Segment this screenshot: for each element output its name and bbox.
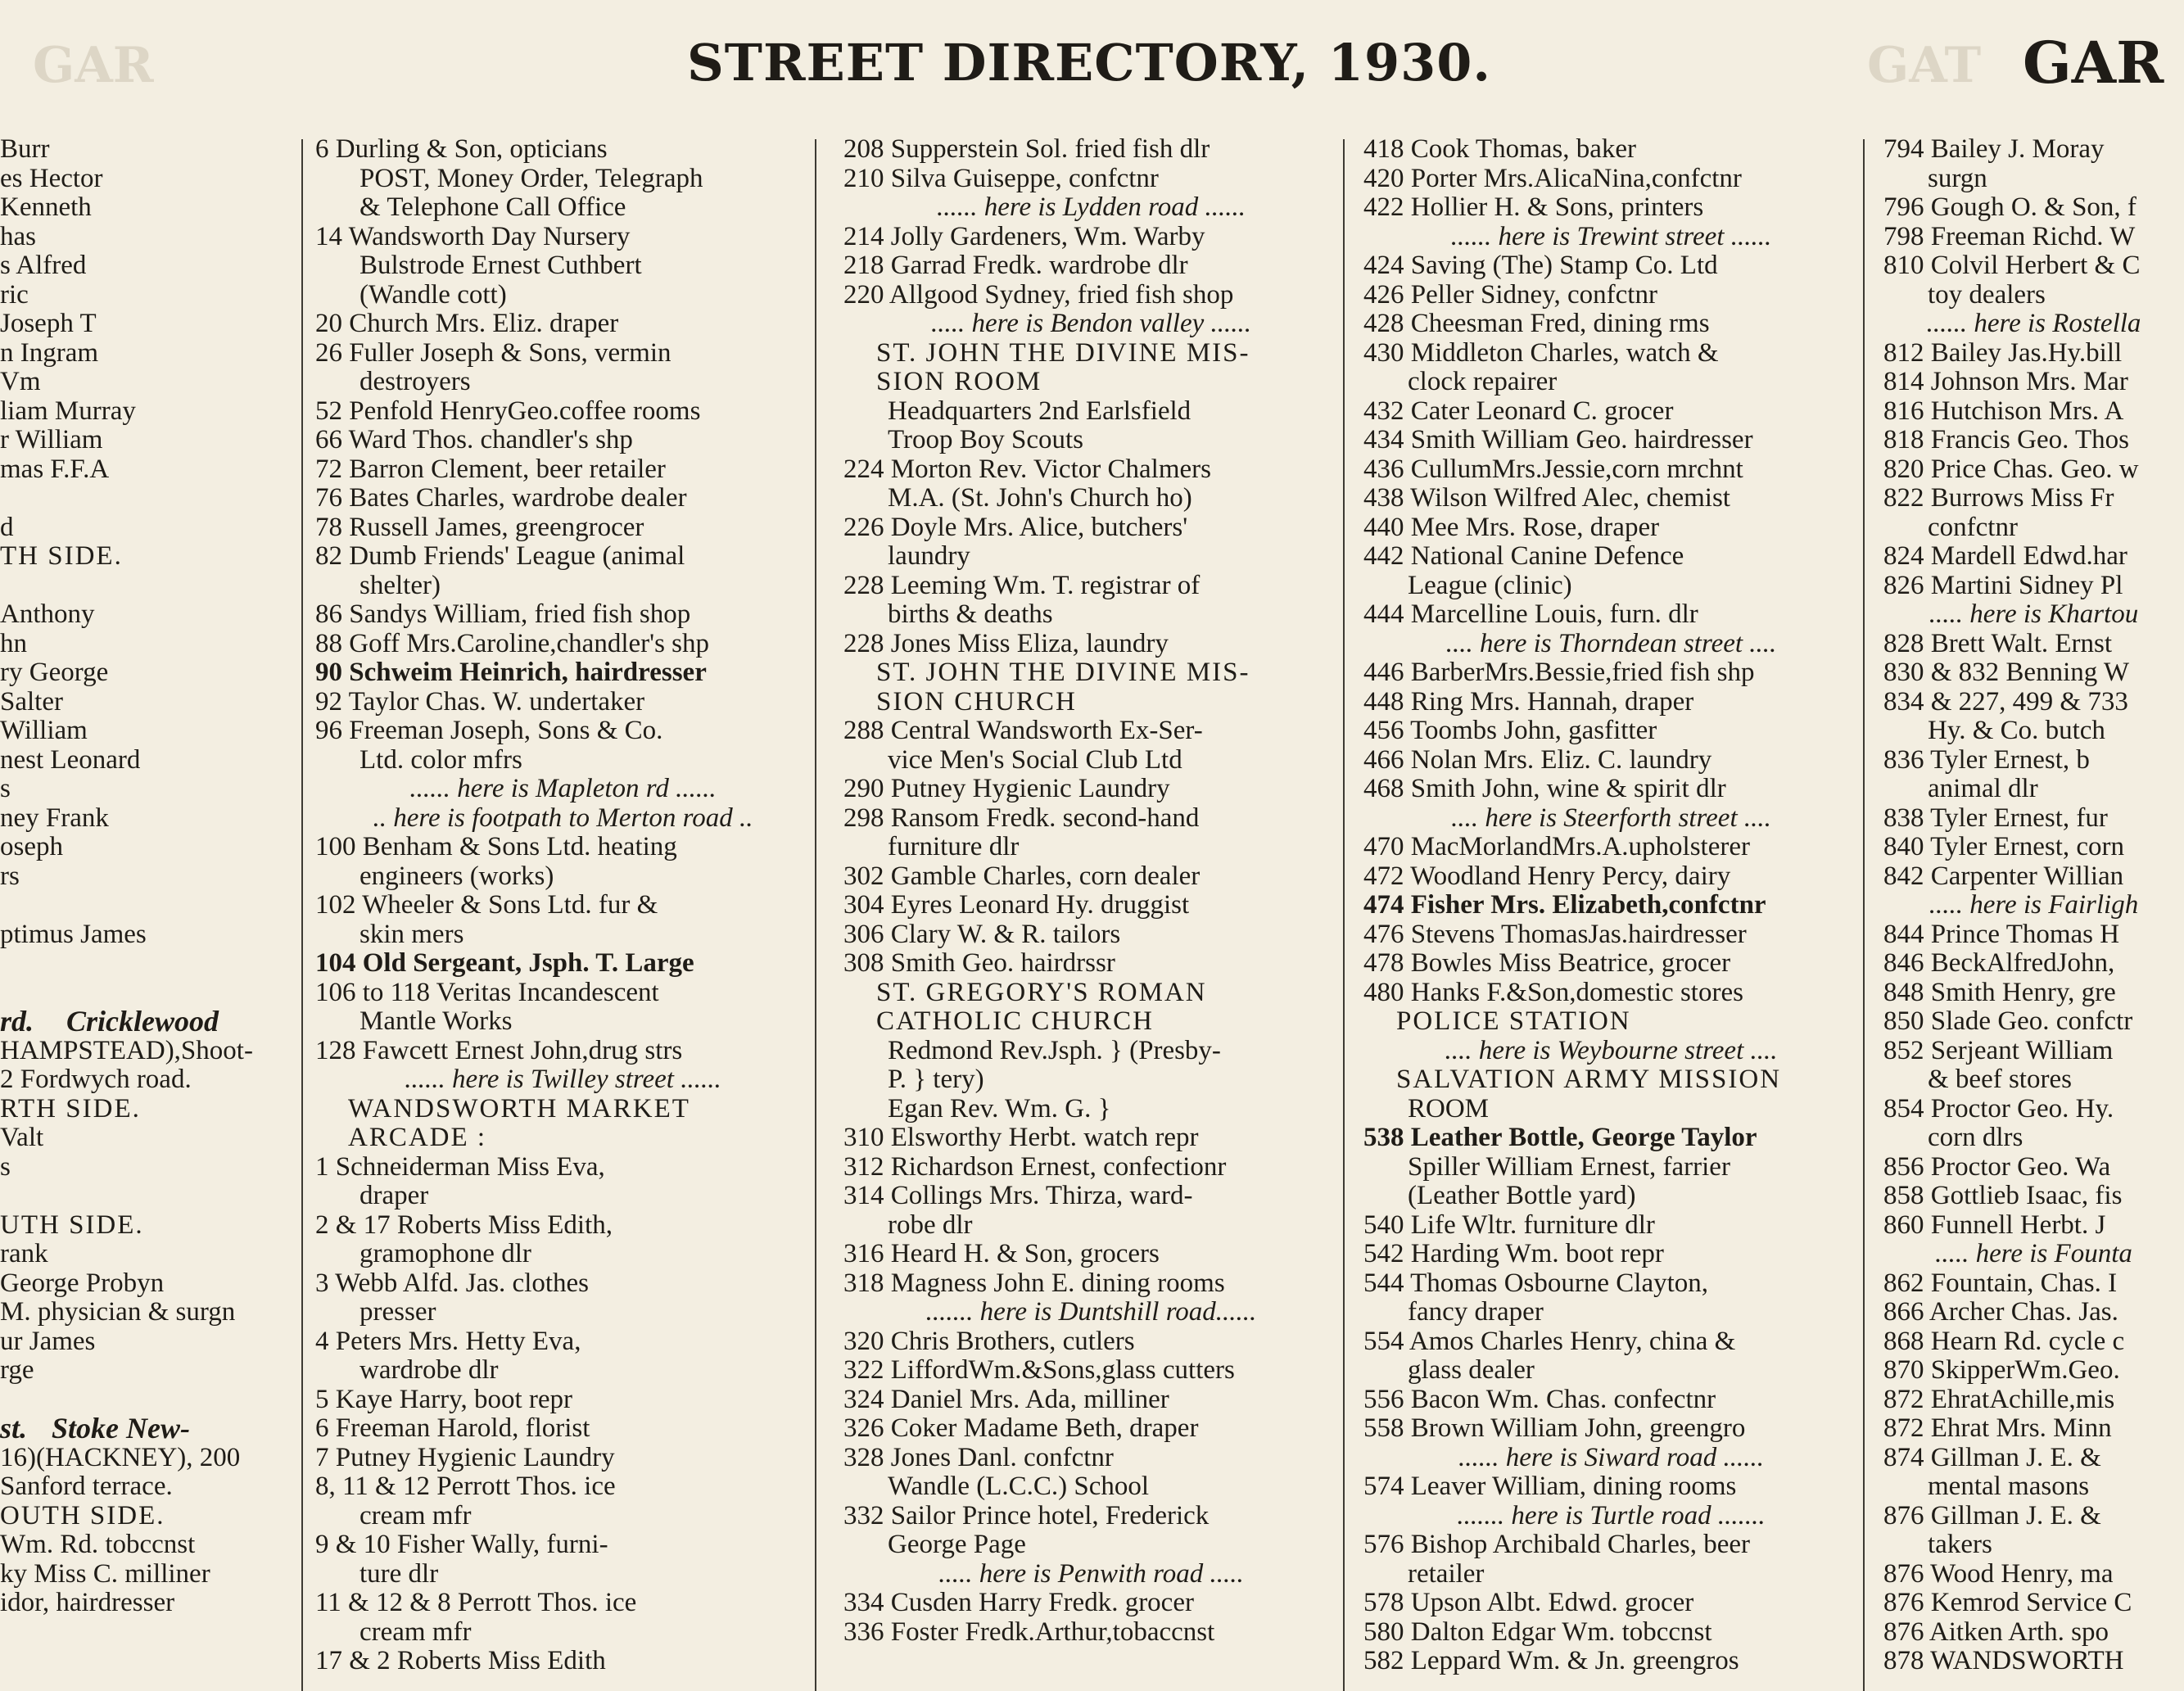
directory-entry-continuation: (Wandle cott) <box>359 279 507 310</box>
directory-entry: 20 Church Mrs. Eliz. draper <box>315 309 619 338</box>
directory-entry-fragment: d <box>0 512 14 542</box>
directory-entry: 540 Life Wltr. furniture dlr <box>1363 1209 1655 1240</box>
directory-entry: 220 Allgood Sydney, fried fish shop <box>843 279 1234 310</box>
directory-entry: 554 Amos Charles Henry, china & <box>1363 1326 1736 1356</box>
cross-street-marker: ...... here is Trewint street ...... <box>1450 221 1772 251</box>
directory-entry-continuation: & beef stores <box>1928 1065 2072 1094</box>
directory-entry: 856 Proctor Geo. Wa <box>1883 1151 2111 1182</box>
directory-entry: 224 Morton Rev. Victor Chalmers <box>843 454 1211 484</box>
directory-entry: 866 Archer Chas. Jas. <box>1883 1297 2118 1327</box>
directory-entry: 324 Daniel Mrs. Ada, milliner <box>843 1384 1169 1414</box>
directory-entry: 468 Smith John, wine & spirit dlr <box>1363 774 1726 803</box>
directory-entry: 870 SkipperWm.Geo. <box>1883 1355 2120 1385</box>
directory-entry-continuation: M.A. (St. John's Church ho) <box>888 483 1192 513</box>
directory-entry-continuation: draper <box>359 1181 429 1210</box>
directory-entry: 52 Penfold HenryGeo.coffee rooms <box>315 396 701 426</box>
directory-entry-continuation: Hy. & Co. butch <box>1928 716 2105 745</box>
directory-entry-fragment: nest Leonard <box>0 744 141 775</box>
directory-entry: 544 Thomas Osbourne Clayton, <box>1363 1268 1709 1298</box>
directory-entry: 8, 11 & 12 Perrott Thos. ice <box>315 1472 616 1501</box>
directory-entry: 446 BarberMrs.Bessie,fried fish shp <box>1363 658 1755 687</box>
directory-entry-continuation: Mantle Works <box>359 1006 513 1036</box>
cross-street-marker: .... here is Steerforth street .... <box>1451 803 1771 833</box>
directory-entry: 2 & 17 Roberts Miss Edith, <box>315 1209 613 1240</box>
directory-column-4 <box>1363 135 1859 1691</box>
directory-entry: 838 Tyler Ernest, fur <box>1883 803 2108 833</box>
directory-entry-continuation: surgn <box>1928 163 1987 193</box>
directory-entry: 848 Smith Henry, gre <box>1883 977 2116 1007</box>
directory-entry: 794 Bailey J. Moray <box>1883 135 2105 164</box>
directory-entry: 432 Cater Leonard C. grocer <box>1363 396 1674 426</box>
directory-entry: 826 Martini Sidney Pl <box>1883 570 2123 600</box>
directory-entry-fragment <box>0 1386 299 1415</box>
directory-entry: 306 Clary W. & R. tailors <box>843 919 1121 949</box>
directory-entry-fragment: Valt <box>0 1123 44 1152</box>
cross-street-marker: ..... here is Fairligh <box>1929 890 2139 920</box>
directory-entry: 448 Ring Mrs. Hannah, draper <box>1363 686 1694 717</box>
directory-entry-continuation: George Page <box>888 1530 1026 1559</box>
cross-street-marker: ...... here is Rostella <box>1926 309 2141 338</box>
ghost-header-right: GAT <box>1867 37 1982 94</box>
directory-entry: 796 Gough O. & Son, f <box>1883 192 2137 222</box>
directory-entry: 102 Wheeler & Sons Ltd. fur & <box>315 890 658 920</box>
directory-entry: 72 Barron Clement, beer retailer <box>315 454 666 484</box>
directory-entry: 228 Jones Miss Eliza, laundry <box>843 628 1169 658</box>
directory-entry-continuation: glass dealer <box>1408 1355 1535 1385</box>
directory-entry: 436 CullumMrs.Jessie,corn mrchnt <box>1363 454 1743 484</box>
directory-entry-fragment: liam Murray <box>0 396 136 426</box>
cross-street-marker: ....... here is Turtle road ....... <box>1457 1500 1766 1530</box>
directory-entry: 86 Sandys William, fried fish shop <box>315 599 691 629</box>
directory-entry-fragment: s <box>0 774 11 803</box>
directory-entry: 876 Wood Henry, ma <box>1883 1558 2114 1589</box>
directory-entry: 420 Porter Mrs.AlicaNina,confctnr <box>1363 163 1742 193</box>
directory-entry-continuation: toy dealers <box>1928 279 2046 310</box>
directory-entry: 878 WANDSWORTH <box>1883 1646 2124 1675</box>
directory-entry-fragment: mas F.F.A <box>0 454 110 484</box>
directory-entry-fragment: Anthony <box>0 599 95 629</box>
directory-entry: 480 Hanks F.&Son,domestic stores <box>1363 977 1743 1007</box>
directory-entry-fragment <box>0 1182 299 1211</box>
directory-entry: 872 EhratAchille,mis <box>1883 1384 2115 1414</box>
directory-entry: 9 & 10 Fisher Wally, furni- <box>315 1530 608 1559</box>
directory-entry-fragment <box>0 572 299 601</box>
cross-street-marker: ..... here is Founta <box>1935 1239 2132 1268</box>
street-heading-name: Stoke New- <box>52 1412 190 1445</box>
directory-entry: 26 Fuller Joseph & Sons, vermin <box>315 337 671 368</box>
directory-entry-continuation: vice Men's Social Club Ltd <box>888 744 1182 775</box>
directory-entry: 318 Magness John E. dining rooms <box>843 1268 1225 1298</box>
directory-entry-fragment: 2 Fordwych road. <box>0 1065 192 1094</box>
directory-entry: 816 Hutchison Mrs. A <box>1883 396 2124 426</box>
directory-entry: 214 Jolly Gardeners, Wm. Warby <box>843 221 1205 251</box>
directory-entry: 328 Jones Danl. confctnr <box>843 1442 1114 1472</box>
directory-entry: 208 Supperstein Sol. fried fish dlr <box>843 135 1210 164</box>
directory-entry-fragment: M. physician & surgn <box>0 1297 236 1327</box>
directory-entry-fragment: ry George <box>0 658 109 687</box>
directory-column-5 <box>1883 135 2184 1691</box>
directory-entry: 876 Aitken Arth. spo <box>1883 1616 2109 1647</box>
cross-street-marker: ...... here is Mapleton rd ...... <box>409 774 717 803</box>
directory-entry: 308 Smith Geo. hairdrssr <box>843 948 1115 978</box>
directory-entry-continuation: shelter) <box>359 570 441 600</box>
directory-entry: 418 Cook Thomas, baker <box>1363 135 1637 164</box>
directory-entry: 226 Doyle Mrs. Alice, butchers' <box>843 512 1188 542</box>
directory-entry: 476 Stevens ThomasJas.hairdresser <box>1363 919 1747 949</box>
directory-entry-continuation: ROOM <box>1408 1093 1490 1124</box>
directory-entry: 288 Central Wandsworth Ex-Ser- <box>843 716 1203 745</box>
directory-entry: 76 Bates Charles, wardrobe dealer <box>315 483 687 513</box>
directory-entry: 314 Collings Mrs. Thirza, ward- <box>843 1181 1193 1210</box>
directory-entry: 820 Price Chas. Geo. w <box>1883 454 2139 484</box>
directory-entry-continuation: animal dlr <box>1928 774 2038 803</box>
directory-entry: 322 LiffordWm.&Sons,glass cutters <box>843 1355 1235 1385</box>
directory-entry: 428 Cheesman Fred, dining rms <box>1363 309 1710 338</box>
directory-entry-continuation: engineers (works) <box>359 861 554 891</box>
directory-entry: 814 Johnson Mrs. Mar <box>1883 367 2128 396</box>
directory-entry: 456 Toombs John, gasfitter <box>1363 716 1657 745</box>
directory-entry: 466 Nolan Mrs. Eliz. C. laundry <box>1363 744 1712 775</box>
directory-entry: 128 Fawcett Ernest John,drug strs <box>315 1035 683 1065</box>
institution-heading: CATHOLIC CHURCH <box>876 1006 1154 1036</box>
column-rule <box>1863 139 1865 1691</box>
directory-entry-fragment: George Probyn <box>0 1268 165 1298</box>
section-tag: GAR <box>2023 29 2164 97</box>
directory-column-1 <box>0 135 299 1691</box>
institution-heading: SION ROOM <box>876 367 1042 396</box>
street-heading <box>0 1007 299 1037</box>
directory-entry-continuation: & Telephone Call Office <box>359 192 626 222</box>
directory-entry-fragment: r William <box>0 425 103 454</box>
directory-entry: 326 Coker Madame Beth, draper <box>843 1413 1199 1443</box>
directory-entry: 812 Bailey Jas.Hy.bill <box>1883 337 2123 368</box>
directory-entry: 422 Hollier H. & Sons, printers <box>1363 192 1704 222</box>
directory-entry-continuation: robe dlr <box>888 1209 973 1240</box>
column-rule <box>815 139 816 1691</box>
street-heading-abbrev: rd. <box>0 1005 34 1038</box>
cross-street-marker: .... here is Thorndean street .... <box>1445 628 1777 658</box>
directory-entry: 424 Saving (The) Stamp Co. Ltd <box>1363 251 1718 280</box>
directory-entry: 876 Kemrod Service C <box>1883 1588 2132 1617</box>
directory-entry-fragment: 16)(HACKNEY), 200 <box>0 1442 241 1472</box>
directory-entry-fragment <box>0 979 299 1008</box>
directory-entry-continuation: destroyers <box>359 367 471 396</box>
directory-entry-continuation: Bulstrode Ernest Cuthbert <box>359 251 642 280</box>
directory-entry: 474 Fisher Mrs. Elizabeth,confctnr <box>1363 890 1766 920</box>
directory-entry-fragment: Vm <box>0 367 41 396</box>
directory-entry: 304 Eyres Leonard Hy. druggist <box>843 890 1190 920</box>
directory-entry: 542 Harding Wm. boot repr <box>1363 1239 1664 1268</box>
directory-entry: 3 Webb Alfd. Jas. clothes <box>315 1268 590 1298</box>
institution-heading: POLICE STATION <box>1396 1006 1631 1036</box>
directory-entry: 852 Serjeant William <box>1883 1035 2114 1065</box>
directory-entry-fragment: oseph <box>0 832 63 861</box>
directory-entry: 17 & 2 Roberts Miss Edith <box>315 1646 606 1675</box>
directory-entry: 320 Chris Brothers, cutlers <box>843 1326 1135 1356</box>
directory-entry: 5 Kaye Harry, boot repr <box>315 1384 572 1414</box>
directory-entry: 336 Foster Fredk.Arthur,tobaccnst <box>843 1616 1215 1647</box>
ghost-header-left: GAR <box>33 37 154 94</box>
directory-entry: 90 Schweim Heinrich, hairdresser <box>315 658 707 687</box>
directory-entry: 574 Leaver William, dining rooms <box>1363 1472 1737 1501</box>
cross-street-marker: .... here is Weybourne street .... <box>1445 1035 1778 1065</box>
directory-entry-fragment: Wm. Rd. tobccnst <box>0 1530 196 1559</box>
directory-entry-fragment: Salter <box>0 686 63 717</box>
directory-entry-fragment: n Ingram <box>0 337 99 368</box>
column-rule <box>301 139 303 1691</box>
directory-entry: 836 Tyler Ernest, b <box>1883 744 2090 775</box>
directory-entry-continuation: Spiller William Ernest, farrier <box>1408 1151 1730 1182</box>
directory-entry: 332 Sailor Prince hotel, Frederick <box>843 1500 1210 1530</box>
directory-entry: 576 Bishop Archibald Charles, beer <box>1363 1530 1750 1559</box>
directory-entry: 818 Francis Geo. Thos <box>1883 425 2130 454</box>
directory-entry: 868 Hearn Rd. cycle c <box>1883 1326 2125 1356</box>
directory-entry-continuation: mental masons <box>1928 1472 2090 1501</box>
directory-entry-fragment: UTH SIDE. <box>0 1209 144 1240</box>
directory-entry: 334 Cusden Harry Fredk. grocer <box>843 1588 1194 1617</box>
directory-entry-continuation: Headquarters 2nd Earlsfield <box>888 396 1191 426</box>
directory-entry-fragment: s Alfred <box>0 251 87 280</box>
directory-entry-fragment: ptimus James <box>0 919 147 949</box>
directory-entry-continuation: wardrobe dlr <box>359 1355 499 1385</box>
directory-entry: 854 Proctor Geo. Hy. <box>1883 1093 2114 1124</box>
directory-column-3 <box>843 135 1339 1691</box>
cross-street-marker: ....... here is Duntshill road...... <box>925 1297 1257 1327</box>
directory-entry: 82 Dumb Friends' League (animal <box>315 541 685 571</box>
directory-entry: 228 Leeming Wm. T. registrar of <box>843 570 1201 600</box>
directory-entry-continuation: births & deaths <box>888 599 1053 629</box>
institution-heading: ARCADE : <box>348 1123 487 1152</box>
directory-entry: 862 Fountain, Chas. I <box>1883 1268 2118 1298</box>
directory-entry: 106 to 118 Veritas Incandescent <box>315 977 659 1007</box>
directory-entry: 844 Prince Thomas H <box>1883 919 2120 949</box>
directory-entry: 14 Wandsworth Day Nursery <box>315 221 631 251</box>
directory-entry: 4 Peters Mrs. Hetty Eva, <box>315 1326 581 1356</box>
directory-column-2 <box>315 135 811 1691</box>
directory-entry: 470 MacMorlandMrs.A.upholsterer <box>1363 832 1750 861</box>
directory-entry: 312 Richardson Ernest, confectionr <box>843 1151 1227 1182</box>
institution-heading: SALVATION ARMY MISSION <box>1396 1065 1782 1094</box>
directory-entry-fragment: hn <box>0 628 27 658</box>
directory-entry: 578 Upson Albt. Edwd. grocer <box>1363 1588 1694 1617</box>
directory-entry: 6 Durling & Son, opticians <box>315 135 608 164</box>
directory-entry-continuation: skin mers <box>359 919 464 949</box>
directory-entry: 442 National Canine Defence <box>1363 541 1684 571</box>
cross-street-marker: ..... here is Penwith road ..... <box>938 1558 1244 1589</box>
directory-entry-fragment <box>0 949 299 979</box>
directory-entry-continuation: cream mfr <box>359 1500 472 1530</box>
directory-entry-continuation: retailer <box>1408 1558 1485 1589</box>
directory-entry-fragment: rge <box>0 1355 34 1385</box>
directory-entry: 444 Marcelline Louis, furn. dlr <box>1363 599 1698 629</box>
directory-entry-continuation: Wandle (L.C.C.) School <box>888 1472 1150 1501</box>
directory-entry-fragment: HAMPSTEAD),Shoot- <box>0 1035 253 1065</box>
directory-entry: 822 Burrows Miss Fr <box>1883 483 2114 513</box>
directory-entry: 582 Leppard Wm. & Jn. greengros <box>1363 1646 1739 1675</box>
directory-entry: 846 BeckAlfredJohn, <box>1883 948 2115 978</box>
directory-entry: 218 Garrad Fredk. wardrobe dlr <box>843 251 1188 280</box>
directory-entry-continuation: takers <box>1928 1530 1992 1559</box>
cross-street-marker: ...... here is Lydden road ...... <box>937 192 1246 222</box>
directory-entry: 478 Bowles Miss Beatrice, grocer <box>1363 948 1731 978</box>
directory-entry: 872 Ehrat Mrs. Minn <box>1883 1413 2112 1443</box>
directory-entry: 828 Brett Walt. Ernst <box>1883 628 2113 658</box>
directory-entry: 100 Benham & Sons Ltd. heating <box>315 832 677 861</box>
directory-entry-fragment: rs <box>0 861 20 891</box>
directory-entry-continuation: POST, Money Order, Telegraph <box>359 163 703 193</box>
directory-entry: 538 Leather Bottle, George Taylor <box>1363 1123 1757 1152</box>
directory-entry: 842 Carpenter Willian <box>1883 861 2124 891</box>
directory-entry-continuation: Ltd. color mfrs <box>359 744 522 775</box>
directory-entry: 434 Smith William Geo. hairdresser <box>1363 425 1753 454</box>
directory-entry: 556 Bacon Wm. Chas. confectnr <box>1363 1384 1716 1414</box>
directory-entry: 96 Freeman Joseph, Sons & Co. <box>315 716 663 745</box>
page-title: STREET DIRECTORY, 1930. <box>687 33 1491 93</box>
cross-street-marker: .. here is footpath to Merton road .. <box>373 803 753 833</box>
directory-entry-continuation: furniture dlr <box>888 832 1020 861</box>
directory-entry-fragment: RTH SIDE. <box>0 1093 141 1124</box>
directory-entry-fragment: ney Frank <box>0 803 109 833</box>
directory-entry: 438 Wilson Wilfred Alec, chemist <box>1363 483 1730 513</box>
directory-entry-continuation: corn dlrs <box>1928 1123 2023 1152</box>
directory-entry-fragment: es Hector <box>0 163 103 193</box>
directory-entry-fragment <box>0 484 299 513</box>
directory-entry: 580 Dalton Edgar Wm. tobccnst <box>1363 1616 1712 1647</box>
directory-entry: 210 Silva Guiseppe, confctnr <box>843 163 1159 193</box>
directory-entry: 440 Mee Mrs. Rose, draper <box>1363 512 1660 542</box>
directory-entry: 11 & 12 & 8 Perrott Thos. ice <box>315 1588 637 1617</box>
directory-entry-fragment: ky Miss C. milliner <box>0 1558 210 1589</box>
directory-entry-fragment: has <box>0 221 36 251</box>
directory-entry-fragment: idor, hairdresser <box>0 1588 175 1617</box>
directory-entry: 876 Gillman J. E. & <box>1883 1500 2101 1530</box>
directory-entry-continuation: fancy draper <box>1408 1297 1544 1327</box>
directory-entry: 430 Middleton Charles, watch & <box>1363 337 1719 368</box>
directory-entry: 6 Freeman Harold, florist <box>315 1413 590 1443</box>
institution-heading: ST. JOHN THE DIVINE MIS- <box>876 658 1250 687</box>
directory-entry-continuation: presser <box>359 1297 436 1327</box>
directory-entry: 104 Old Sergeant, Jsph. T. Large <box>315 948 694 978</box>
directory-entry: 810 Colvil Herbert & C <box>1883 251 2141 280</box>
street-heading-abbrev: st. <box>0 1412 28 1445</box>
directory-entry: 860 Funnell Herbt. J <box>1883 1209 2106 1240</box>
directory-entry: 830 & 832 Benning W <box>1883 658 2130 687</box>
directory-entry: 850 Slade Geo. confctr <box>1883 1006 2133 1036</box>
directory-entry: 558 Brown William John, greengro <box>1363 1413 1746 1443</box>
directory-entry: 840 Tyler Ernest, corn <box>1883 832 2125 861</box>
directory-entry-continuation: clock repairer <box>1408 367 1558 396</box>
directory-entry: 824 Mardell Edwd.har <box>1883 541 2127 571</box>
directory-entry-fragment: s <box>0 1151 11 1182</box>
directory-entry: 66 Ward Thos. chandler's shp <box>315 425 633 454</box>
institution-heading: ST. JOHN THE DIVINE MIS- <box>876 337 1250 368</box>
directory-entry-continuation: League (clinic) <box>1408 570 1572 600</box>
cross-street-marker: ...... here is Siward road ...... <box>1458 1442 1765 1472</box>
street-heading-name: Cricklewood <box>66 1005 219 1038</box>
directory-entry: 426 Peller Sidney, confctnr <box>1363 279 1657 310</box>
directory-entry-continuation: P. } tery) <box>888 1065 984 1094</box>
directory-entry: 290 Putney Hygienic Laundry <box>843 774 1170 803</box>
directory-entry-fragment: rank <box>0 1239 48 1268</box>
directory-entry-fragment: Kenneth <box>0 192 92 222</box>
directory-entry: 92 Taylor Chas. W. undertaker <box>315 686 645 717</box>
directory-entry-fragment: ur James <box>0 1326 96 1356</box>
directory-entry-continuation: (Leather Bottle yard) <box>1408 1181 1636 1210</box>
directory-entry: 472 Woodland Henry Percy, dairy <box>1363 861 1731 891</box>
directory-entry: 310 Elsworthy Herbt. watch repr <box>843 1123 1199 1152</box>
directory-entry: 7 Putney Hygienic Laundry <box>315 1442 615 1472</box>
directory-entry-fragment: ric <box>0 279 29 310</box>
cross-street-marker: ..... here is Khartou <box>1929 599 2139 629</box>
directory-entry-continuation: laundry <box>888 541 970 571</box>
directory-entry-fragment: William <box>0 716 88 745</box>
institution-heading: SION CHURCH <box>876 686 1077 717</box>
directory-entry-continuation: Egan Rev. Wm. G. } <box>888 1093 1111 1124</box>
directory-entry-continuation: confctnr <box>1928 512 2018 542</box>
directory-entry-fragment: TH SIDE. <box>0 541 123 571</box>
institution-heading: ST. GREGORY'S ROMAN <box>876 977 1207 1007</box>
directory-entry: 78 Russell James, greengrocer <box>315 512 644 542</box>
directory-entry: 798 Freeman Richd. W <box>1883 221 2136 251</box>
directory-entry: 316 Heard H. & Son, grocers <box>843 1239 1160 1268</box>
directory-entry-continuation: Troop Boy Scouts <box>888 425 1084 454</box>
directory-entry-fragment: Joseph T <box>0 309 97 338</box>
directory-entry: 88 Goff Mrs.Caroline,chandler's shp <box>315 628 709 658</box>
directory-entry-fragment: OUTH SIDE. <box>0 1500 165 1530</box>
directory-entry-continuation: cream mfr <box>359 1616 472 1647</box>
directory-entry: 302 Gamble Charles, corn dealer <box>843 861 1201 891</box>
directory-entry: 834 & 227, 499 & 733 <box>1883 686 2128 717</box>
street-heading <box>0 1414 299 1444</box>
directory-entry-continuation: Redmond Rev.Jsph. } (Presby- <box>888 1035 1221 1065</box>
directory-entry-fragment: Sanford terrace. <box>0 1472 173 1501</box>
directory-entry-continuation: ture dlr <box>359 1558 439 1589</box>
column-rule <box>1343 139 1345 1691</box>
directory-entry: 858 Gottlieb Isaac, fis <box>1883 1181 2123 1210</box>
institution-heading: WANDSWORTH MARKET <box>348 1093 690 1124</box>
cross-street-marker: ..... here is Bendon valley ...... <box>930 309 1251 338</box>
directory-entry-fragment: Burr <box>0 135 50 164</box>
directory-entry: 298 Ransom Fredk. second-hand <box>843 803 1200 833</box>
directory-entry-continuation: gramophone dlr <box>359 1239 531 1268</box>
directory-entry: 874 Gillman J. E. & <box>1883 1442 2101 1472</box>
directory-entry-fragment <box>0 891 299 920</box>
cross-street-marker: ...... here is Twilley street ...... <box>405 1065 721 1094</box>
directory-entry: 1 Schneiderman Miss Eva, <box>315 1151 605 1182</box>
